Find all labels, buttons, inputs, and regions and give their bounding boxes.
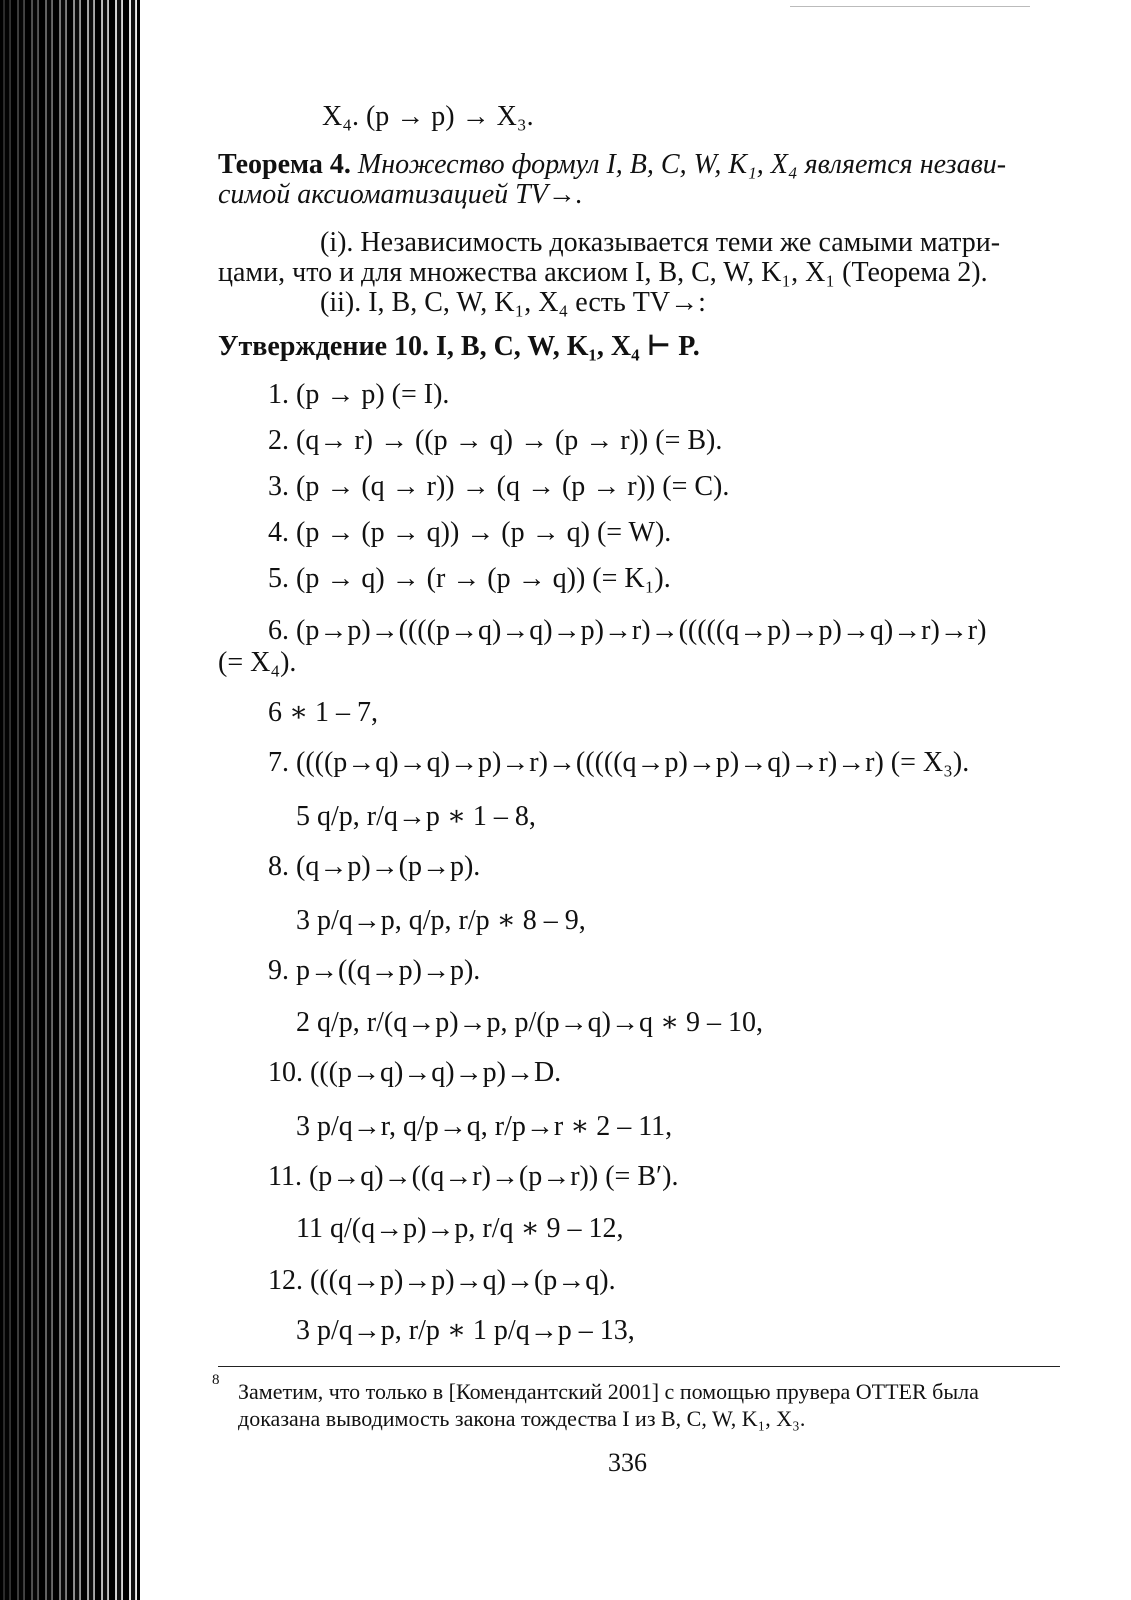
step-6-line2: (= X₄). bbox=[218, 647, 297, 678]
step-3: 3. (p → (q → r)) → (q → (p → r)) (= C). bbox=[268, 471, 730, 502]
rule-10: 3 p/q→r, q/p→q, r/p→r ∗ 2 – 11, bbox=[296, 1111, 673, 1142]
theorem-heading: Теорема 4. bbox=[218, 149, 351, 180]
page-number: 336 bbox=[608, 1448, 647, 1477]
step-11: 11. (p→q)→((q→r)→(p→r)) (= B′). bbox=[268, 1161, 679, 1192]
proof-part-ii: (ii). I, B, C, W, K₁, X₄ есть TV→: bbox=[320, 287, 706, 318]
proof-part-i-line1: (i). Независимость доказывается теми же самыми матри- bbox=[320, 227, 1001, 258]
formula-x4: X₄. (p → p) → X₃. bbox=[322, 101, 534, 132]
rule-12: 3 p/q→p, r/p ∗ 1 p/q→p – 13, bbox=[296, 1315, 635, 1346]
step-2: 2. (q→ r) → ((p → q) → (p → r)) (= B). bbox=[268, 425, 723, 456]
step-10: 10. (((p→q)→q)→p)→D. bbox=[268, 1057, 562, 1088]
statement-10: Утверждение 10. I, B, C, W, K₁, X₄ ⊢ P. bbox=[218, 331, 700, 362]
footnote-line1: Заметим, что только в [Комендантский 2001] с помощью прувера OTTER была bbox=[238, 1379, 979, 1404]
step-9: 9. p→((q→p)→p). bbox=[268, 955, 481, 986]
step-4: 4. (p → (p → q)) → (p → q) (= W). bbox=[268, 517, 672, 548]
theorem-4 bbox=[218, 148, 1006, 182]
step-8: 8. (q→p)→(p→p). bbox=[268, 851, 481, 882]
rule-9: 2 q/p, r/(q→p)→p, p/(p→q)→q ∗ 9 – 10, bbox=[296, 1007, 763, 1038]
rule-11: 11 q/(q→p)→p, r/q ∗ 9 – 12, bbox=[296, 1213, 624, 1244]
rule-6: 6 ∗ 1 – 7, bbox=[268, 697, 379, 728]
footnote-separator bbox=[218, 1366, 1060, 1367]
rule-8: 3 p/q→p, q/p, r/p ∗ 8 – 9, bbox=[296, 905, 586, 936]
step-5: 5. (p → q) → (r → (p → q)) (= K₁). bbox=[268, 563, 671, 594]
step-6-line1: 6. (p→p)→((((p→q)→q)→p)→r)→(((((q→p)→p)→q)→r)→r) bbox=[268, 615, 987, 646]
rule-7: 5 q/p, r/q→p ∗ 1 – 8, bbox=[296, 801, 536, 832]
step-1: 1. (p → p) (= I). bbox=[268, 379, 450, 410]
step-12: 12. (((q→p)→p)→q)→(p→q). bbox=[268, 1265, 616, 1296]
proof-part-i-line2: цами, что и для множества аксиом I, B, C, W, K₁, X₁ (Теорема 2). bbox=[218, 257, 988, 288]
footnote-mark: 8 bbox=[212, 1372, 220, 1388]
theorem-text-line1: Множество формул I, B, C, W, K₁, X₄ является незави- bbox=[357, 149, 1007, 180]
footnote-line2: доказана выводимость закона тождества I из B, C, W, K₁, X₃. bbox=[238, 1406, 806, 1431]
theorem-text-line2: симой аксиоматизацией TV→. bbox=[218, 179, 583, 210]
step-7: 7. ((((p→q)→q)→p)→r)→(((((q→p)→p)→q)→r)→r) (= X₃). bbox=[268, 747, 970, 778]
